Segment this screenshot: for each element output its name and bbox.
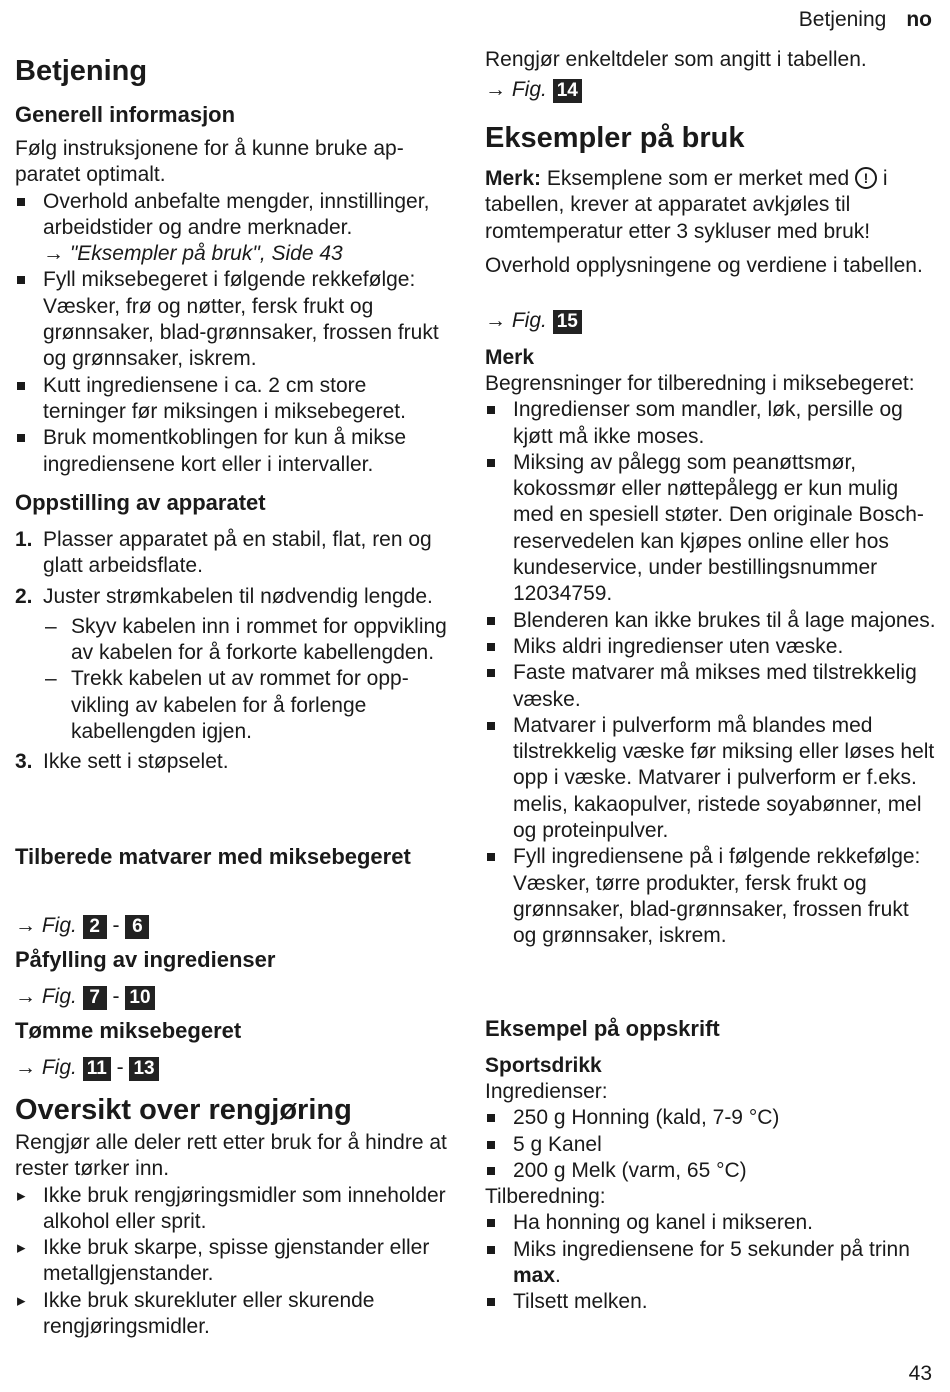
heading-tilberede: Tilberede matvarer med miksebegeret bbox=[15, 844, 411, 869]
list-item: Tilsett melken. bbox=[485, 1289, 937, 1315]
figure-reference-a: → Fig. 2 - 6 bbox=[15, 913, 149, 939]
clean-parts-text: Rengjør enkeltdeler som angitt i tabellen. bbox=[485, 48, 867, 71]
header-section: Betjening bbox=[798, 8, 887, 31]
list-item: Fyll ingrediensene på i følgende rekkefølge: Væsker, tørre produkter, fersk frukt og grønnsaker, blad-grønnsaker, frossen frukt og grønnsaker, iskrem. bbox=[485, 844, 937, 949]
list-item: Miks ingrediensene for 5 sekunder på trinn max. bbox=[485, 1237, 937, 1290]
heading-oppskrift: Eksempel på oppskrift bbox=[485, 1016, 720, 1041]
page-number: 43 bbox=[908, 1362, 932, 1385]
ingredients-list bbox=[485, 1105, 937, 1184]
list-item: ▸ Ikke bruk skurekluter eller skurende rengjøringsmidler. bbox=[15, 1288, 467, 1341]
heading-tomme: Tømme miksebegeret bbox=[15, 1018, 242, 1043]
limits-list bbox=[485, 397, 937, 949]
list-item: Ha honning og kanel i mikseren. bbox=[485, 1210, 937, 1236]
list-item: Bruk momentkoblingen for kun å mikse ingrediensene kort eller i intervaller. bbox=[15, 425, 455, 478]
running-header bbox=[799, 8, 932, 32]
dash-item: – Trekk kabelen ut av rommet for oppvikling av kabelen for å forlenge kabellengden igjen. bbox=[43, 666, 460, 745]
heading-eksempler: Eksempler på bruk bbox=[485, 122, 745, 154]
general-list bbox=[15, 189, 455, 478]
figure-reference-e: → Fig. 15 bbox=[485, 308, 582, 334]
cleaning-intro: Rengjør alle deler rett etter bruk for å hindre at rester tørker inn. bbox=[15, 1131, 447, 1181]
heading-sportsdrikk: Sportsdrikk bbox=[485, 1054, 602, 1077]
figure-reference-d: → Fig. 14 bbox=[485, 77, 582, 103]
step-item: 1. Plasser apparatet på en stabil, flat, ren og glatt arbeidsflate. bbox=[15, 528, 432, 578]
list-item: Faste matvarer må mikses med tilstrekkelig væske. bbox=[485, 660, 937, 713]
list-item: Miks aldri ingredienser uten væske. bbox=[485, 634, 937, 660]
list-item: 5 g Kanel bbox=[485, 1132, 937, 1158]
list-item: Blenderen kan ikke brukes til å lage majones. bbox=[485, 608, 937, 634]
ingredients-label: Ingredienser: bbox=[485, 1080, 608, 1103]
list-item: ▸ Ikke bruk skarpe, spisse gjenstander eller metallgjenstander. bbox=[15, 1235, 467, 1288]
recipe-block bbox=[485, 1053, 937, 1316]
step-item: 3. Ikke sett i støpselet. bbox=[15, 750, 229, 774]
setup-steps bbox=[15, 527, 460, 776]
cable-options bbox=[43, 614, 460, 745]
preparation-label: Tilberedning: bbox=[485, 1185, 606, 1209]
list-item: Kutt ingrediensene i ca. 2 cm store terninger før miksingen i miksebegeret. bbox=[15, 373, 455, 426]
observe-paragraph: Overhold opplysningene og verdiene i tabellen. bbox=[485, 253, 923, 277]
heading-generell-informasjon: Generell informasjon bbox=[15, 102, 236, 127]
list-item: 200 g Melk (varm, 65 °C) bbox=[485, 1158, 937, 1184]
figure-reference-c: → Fig. 11 - 13 bbox=[15, 1055, 159, 1081]
figure-reference-b: → Fig. 7 - 10 bbox=[15, 984, 155, 1010]
limits-block bbox=[485, 345, 937, 950]
list-item: 250 g Honning (kald, 7-9 °C) bbox=[485, 1105, 937, 1131]
setup-block bbox=[15, 527, 460, 776]
general-block bbox=[15, 136, 455, 478]
heading-betjening: Betjening bbox=[15, 55, 148, 87]
general-intro: Følg instruksjonene for å kunne bruke apparatet optimalt. bbox=[15, 137, 404, 187]
heading-pafylling: Påfylling av ingredienser bbox=[15, 947, 276, 972]
header-language: no bbox=[906, 8, 932, 31]
cleaning-block bbox=[15, 1130, 467, 1340]
note-paragraph: Merk: Eksemplene som er merket med ! i tabellen, krever at apparatet avkjøles til romtemperatur etter 3 sykluser med bruk! bbox=[485, 167, 888, 243]
list-item: Ingredienser som mandler, løk, persille og kjøtt må ikke moses. bbox=[485, 397, 937, 450]
step-item: 2. Juster strømkabelen til nødvendig lengde. – Skyv kabelen inn i rommet for oppvikling av kabelen for å forkorte kabellengden. – Trekk kabelen ut av rommet for oppvikling av kabelen for å forlenge kabellengden igjen. bbox=[15, 584, 460, 746]
list-item: Overhold anbefalte mengder, innstillinger, arbeidstider og andre merknader. → "Eksempler på bruk", Side 43 bbox=[15, 189, 455, 268]
dash-item: – Skyv kabelen inn i rommet for oppvikling av kabelen for å forkorte kabellengden. bbox=[43, 614, 460, 667]
heading-oversikt-rengjoring: Oversikt over rengjøring bbox=[15, 1094, 352, 1126]
list-item: Fyll miksebegeret i følgende rekkefølge: Væsker, frø og nøtter, fersk frukt og grønnsaker, blad-grønnsaker, frossen frukt og grønnsaker, iskrem. bbox=[15, 267, 455, 372]
cross-reference: → "Eksempler på bruk", Side 43 bbox=[43, 242, 343, 266]
examples-note bbox=[485, 166, 935, 279]
heading-merk: Merk bbox=[485, 346, 535, 369]
list-item: Matvarer i pulverform må blandes med tilstrekkelig væske før miksing eller løses helt opp i væske. Matvarer i pulverform er f.eks. melis, kakaopulver, ristede soyabønner, mel og proteinpulver. bbox=[485, 713, 937, 844]
warning-icon: ! bbox=[855, 167, 877, 189]
preparation-list bbox=[485, 1210, 937, 1315]
heading-oppstilling: Oppstilling av apparatet bbox=[15, 490, 266, 515]
list-item: Miksing av pålegg som peanøttsmør, kokossmør eller nøttepålegg er kun mulig med en spesiell støter. Den originale Bosch-reservedelen kan kjøpes online eller hos kundeservice, under bestillingsnummer 12034759. bbox=[485, 450, 937, 608]
limits-intro: Begrensninger for tilberedning i miksebegeret: bbox=[485, 372, 915, 395]
cleaning-list bbox=[15, 1183, 467, 1341]
list-item: ▸ Ikke bruk rengjøringsmidler som inneholder alkohol eller sprit. bbox=[15, 1183, 467, 1236]
